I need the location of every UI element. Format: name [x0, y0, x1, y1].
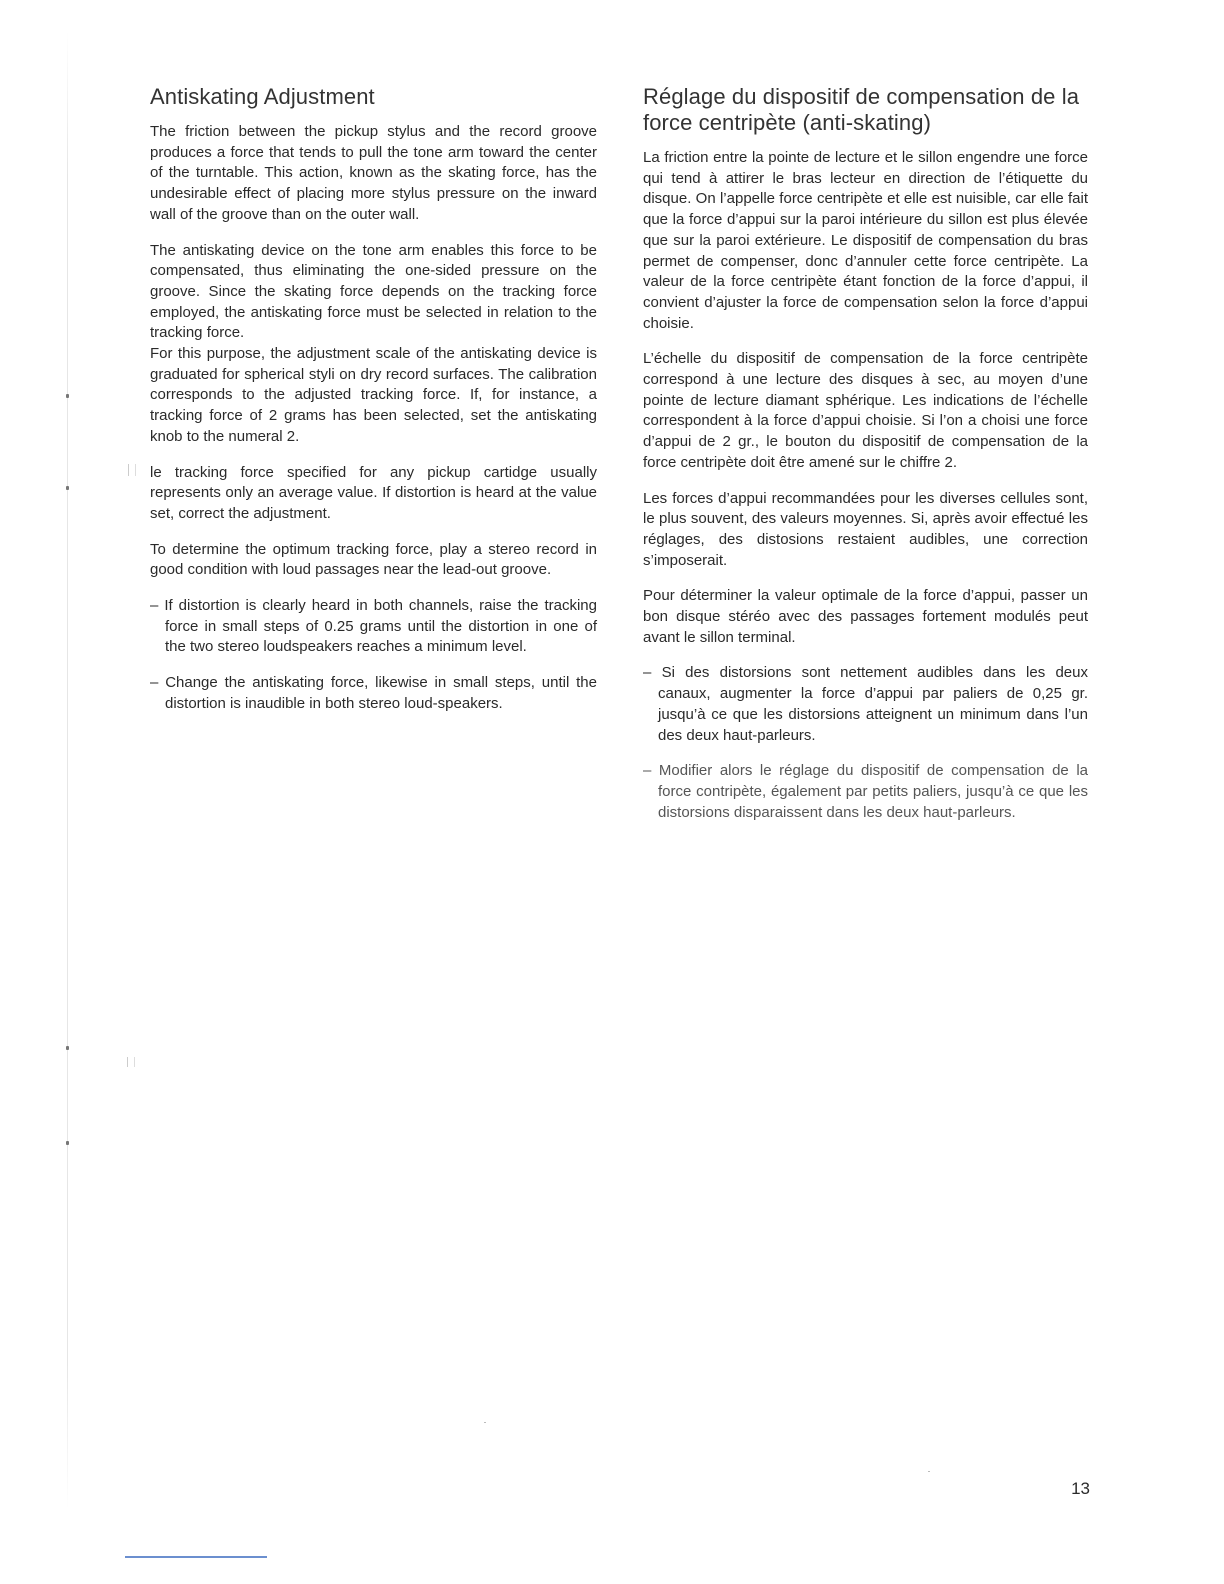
english-paragraph-average-value: le tracking force specified for any pickup cartidge usually represents only an average value. If distortion is heard at the value set, correct the adjustment. — [150, 463, 597, 522]
scan-speck — [928, 1471, 930, 1472]
scan-smudge — [128, 464, 136, 476]
french-heading: Réglage du dispositif de compensation de la force centripète (anti-skating) — [643, 84, 1080, 135]
english-step: – If distortion is clearly heard in both channels, raise the tracking force in small steps of 0.25 grams until the distortion in one of the two stereo loudspeakers reaches a minimum level. — [150, 596, 597, 658]
french-paragraph-friction: La friction entre la pointe de lecture et le sillon engendre une force qui tend à attirer le bras lecteur en direction de l’étiquette du disque. On l’appelle force centripète et elle est nuisible, car elle fait que la force d’appui sur la paroi intérieure du sillon est plus élevée que sur la paroi extérieure. Le dispositif de compensation du bras permet de compenser, donc d’annuler cette force centripète. La valeur de la force centripète étant fonction de la force d’appui, il convient d’ajuster la force de compensation selon la force d’appui choisie. — [643, 149, 1088, 332]
english-paragraph-optimum: To determine the optimum tracking force, play a stereo record in good condition with loud passages near the lead-out groove. — [150, 540, 597, 579]
french-steps-list — [643, 663, 1088, 823]
english-step: – Change the antiskating force, likewise in small steps, until the distortion is inaudible in both stereo loud-speakers. — [150, 673, 597, 714]
english-paragraph-scale: For this purpose, the adjustment scale of the antiskating device is graduated for spherical styli on dry record surfaces. The calibration corresponds to the adjusted tracking force. If, for instance, a tracking force of 2 grams has been selected, set the antiskating knob to the numeral 2. — [150, 345, 597, 445]
scan-smudge — [127, 1057, 135, 1067]
scan-margin-dot — [66, 486, 69, 490]
scan-bottom-line — [125, 1556, 267, 1558]
english-steps-list — [150, 596, 597, 715]
english-paragraph-antiskating-device: The antiskating device on the tone arm enables this force to be compensated, thus eliminating the one-sided pressure on the groove. Since the skating force depends on the tracking force employed, the antiskating force must be selected in relation to the tracking force. — [150, 241, 597, 342]
english-column — [150, 84, 597, 730]
scan-speck — [484, 1422, 486, 1423]
english-paragraph-friction: The friction between the pickup stylus and the record groove produces a force that tends to pull the tone arm toward the center of the turntable. This action, known as the skating force, has the undesirable effect of placing more stylus pressure on the inward wall of the groove than on the outer wall. — [150, 123, 597, 223]
french-paragraph-valeur-optimale: Pour déterminer la valeur optimale de la force d’appui, passer un bon disque stéréo avec des passages fortement modulés peut avant le sillon terminal. — [643, 587, 1088, 646]
french-step: – Si des distorsions sont nettement audibles dans les deux canaux, augmenter la force d’appui par paliers de 0,25 gr. jusqu’à ce que les distorsions atteignent un minimum dans l’un des deux haut-parleurs. — [643, 663, 1088, 746]
page-number: 13 — [1071, 1479, 1090, 1498]
french-paragraph-echelle: L’échelle du dispositif de compensation de la force centripète correspond à une lecture des disques à sec, au moyen d’une pointe de lecture diamant sphérique. Les indications de l’échelle correspondent à la force d’appui choisie. Si l’on a choisi une force d’appui de 2 gr., le bouton du dispositif de compensation de la force centripète doit être amené sur le chiffre 2. — [643, 350, 1088, 471]
scan-margin-dot — [66, 1141, 69, 1145]
french-step: – Modifier alors le réglage du dispositif de compensation de la force contripète, également par petits paliers, jusqu’à ce que les distorsions disparaissent dans les deux haut-parleurs. — [643, 761, 1088, 823]
scan-margin-dot — [66, 394, 69, 398]
french-column — [643, 84, 1088, 838]
english-heading: Antiskating Adjustment — [150, 84, 375, 109]
scan-margin-dot — [66, 1046, 69, 1050]
french-paragraph-forces-appui: Les forces d’appui recommandées pour les diverses cellules sont, le plus souvent, des valeurs moyennes. Si, après avoir effectué les réglages, des distosions restaient audibles, une correction s’imposerait. — [643, 489, 1088, 569]
scan-margin-rule — [67, 30, 68, 1510]
